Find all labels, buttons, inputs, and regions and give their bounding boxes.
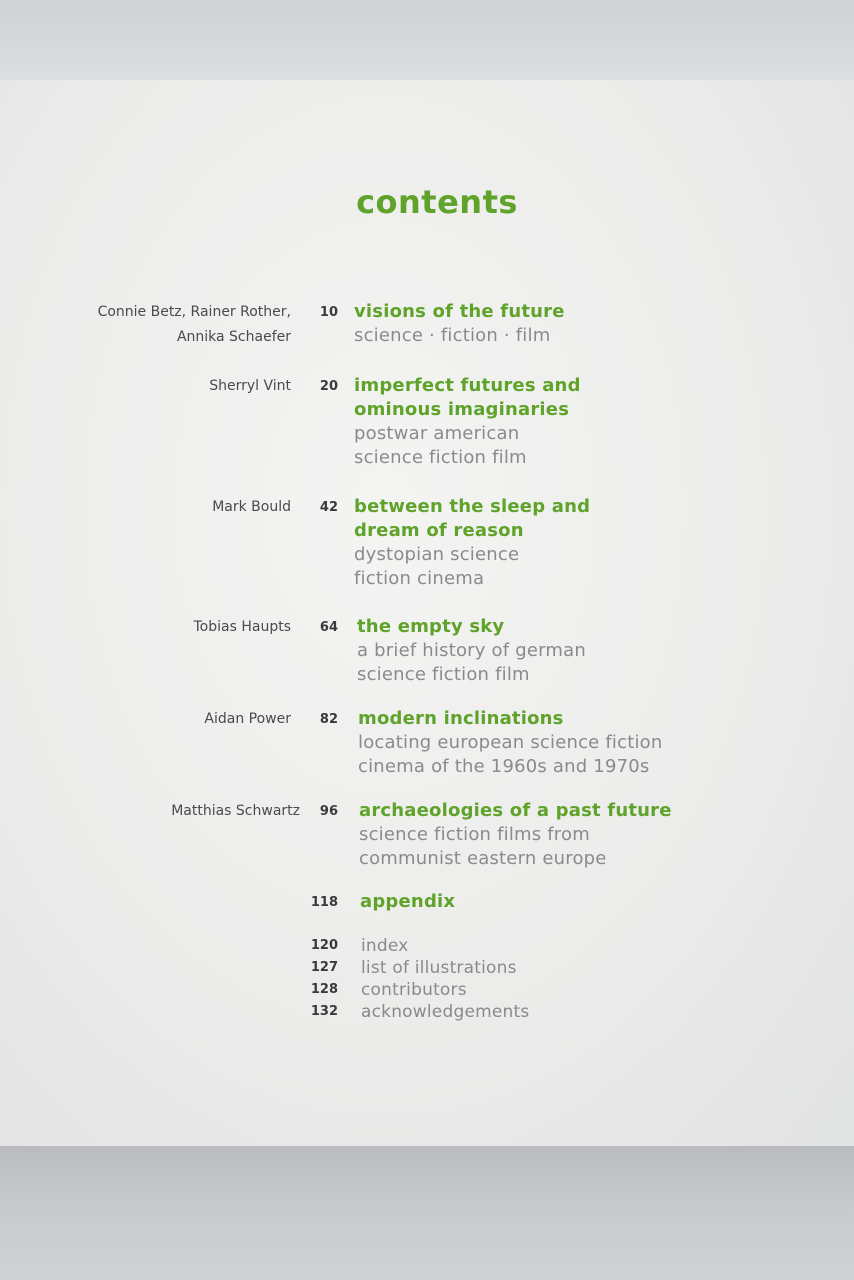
entry-page-number: 42	[319, 500, 338, 515]
entry-text	[354, 374, 814, 470]
entry-author	[31, 615, 291, 640]
author-line: Mark Bould	[212, 499, 291, 515]
entry-subtitle: fiction cinema	[354, 568, 485, 589]
entry-subtitle: science · fiction · film	[354, 325, 551, 346]
back-matter-label: contributors	[361, 980, 467, 1000]
entry-text	[360, 890, 820, 914]
back-matter-page-number: 132	[310, 1004, 338, 1019]
contents-heading: contents	[356, 183, 518, 221]
entry-page-number: 82	[319, 712, 338, 727]
entry-text	[361, 1001, 821, 1023]
entry-text	[358, 707, 818, 779]
entry-title: visions of the future	[354, 301, 565, 322]
entry-title: the empty sky	[357, 616, 505, 637]
appendix-label: appendix	[360, 891, 456, 912]
entry-title: archaeologies of a past future	[359, 800, 672, 821]
entry-title: between the sleep and	[354, 496, 591, 517]
entry-author	[40, 799, 300, 824]
entry-author	[31, 300, 291, 350]
entry-text	[359, 799, 819, 871]
entry-title: imperfect futures and	[354, 375, 581, 396]
entry-subtitle: locating european science fiction	[358, 732, 663, 753]
back-matter-page-number: 120	[310, 938, 338, 953]
entry-subtitle: science fiction films from	[359, 824, 590, 845]
appendix-page-number: 118	[310, 895, 338, 910]
back-matter-page-number: 127	[310, 960, 338, 975]
entry-text	[361, 935, 821, 957]
author-line: Tobias Haupts	[193, 619, 291, 635]
author-line: Connie Betz, Rainer Rother,	[97, 304, 291, 320]
back-matter-label: acknowledgements	[361, 1002, 530, 1022]
background-surface-bottom	[0, 1146, 854, 1280]
entry-page-number: 10	[319, 305, 338, 320]
entry-page-number: 96	[319, 804, 338, 819]
author-line: Matthias Schwartz	[171, 803, 300, 819]
background-surface-top	[0, 0, 854, 80]
entry-subtitle: science fiction film	[354, 447, 527, 468]
author-line: Sherryl Vint	[209, 378, 291, 394]
back-matter-label: list of illustrations	[361, 958, 517, 978]
entry-text	[354, 495, 814, 591]
entry-text	[354, 300, 814, 348]
entry-author	[31, 707, 291, 732]
entry-subtitle: science fiction film	[357, 664, 530, 685]
entry-text	[361, 979, 821, 1001]
author-line: Annika Schaefer	[176, 329, 291, 345]
entry-page-number: 20	[319, 379, 338, 394]
entry-subtitle: postwar american	[354, 423, 520, 444]
entry-subtitle: communist eastern europe	[359, 848, 607, 869]
entry-title: dream of reason	[354, 520, 524, 541]
entry-text	[357, 615, 817, 687]
back-matter-label: index	[361, 936, 409, 956]
entry-author	[31, 495, 291, 520]
entry-subtitle: cinema of the 1960s and 1970s	[358, 756, 650, 777]
back-matter-page-number: 128	[310, 982, 338, 997]
author-line: Aidan Power	[204, 711, 291, 727]
entry-title: ominous imaginaries	[354, 399, 570, 420]
entry-text	[361, 957, 821, 979]
entry-subtitle: dystopian science	[354, 544, 520, 565]
entry-author	[31, 374, 291, 399]
entry-page-number: 64	[319, 620, 338, 635]
entry-subtitle: a brief history of german	[357, 640, 586, 661]
entry-title: modern inclinations	[358, 708, 564, 729]
